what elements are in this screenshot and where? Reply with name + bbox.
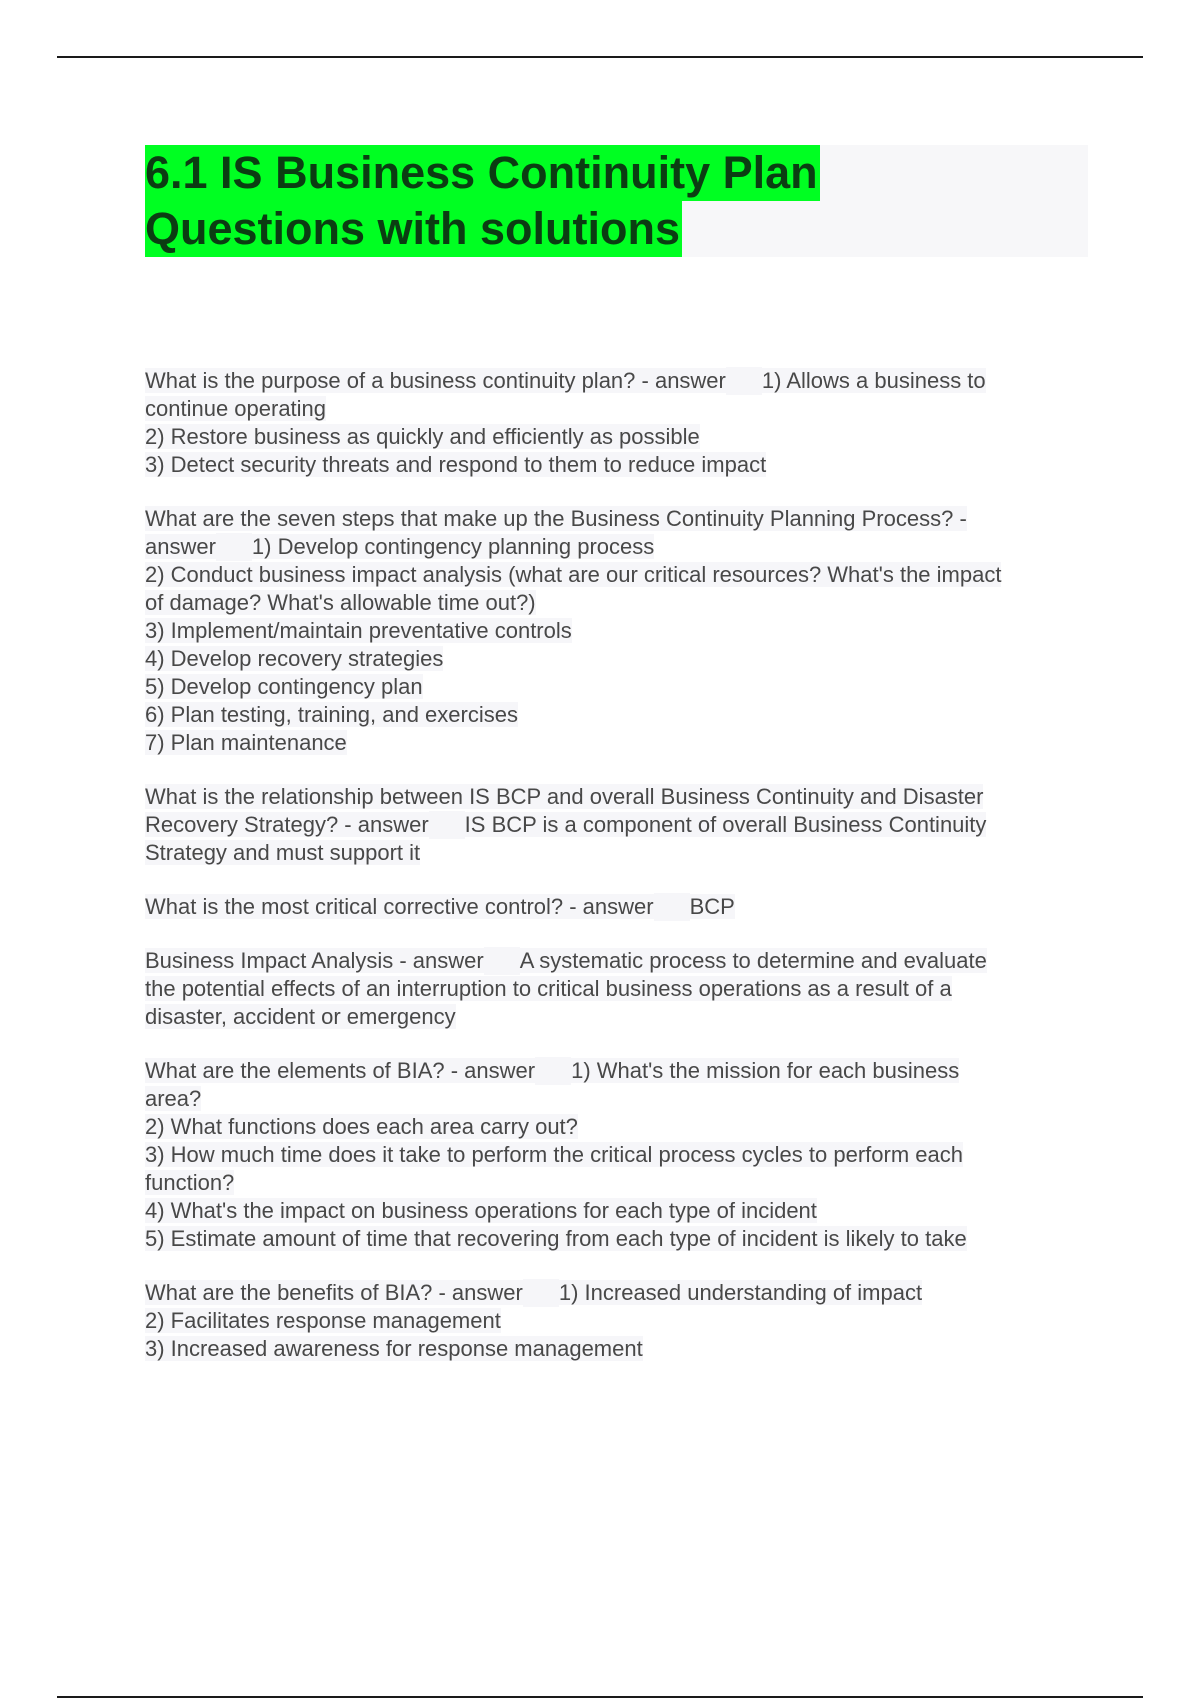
qa-text: continue operating — [145, 396, 327, 421]
qa-text: What are the benefits of BIA? - answer — [145, 1280, 523, 1305]
answer-text: IS BCP is a component of overall Business Continuity — [464, 812, 987, 837]
answer-gap — [535, 1057, 571, 1085]
answer-gap — [429, 811, 465, 839]
qa-line — [145, 589, 1090, 617]
qa-line — [145, 839, 1090, 867]
qa-list — [145, 367, 1090, 1389]
qa-line — [145, 617, 1090, 645]
qa-item — [145, 505, 1090, 757]
qa-line — [145, 367, 1090, 395]
qa-text: Recovery Strategy? - answer — [145, 812, 429, 837]
header-rule — [57, 56, 1143, 58]
qa-text: What are the seven steps that make up the Business Continuity Planning Process? - — [145, 506, 967, 531]
qa-line — [145, 395, 1090, 423]
qa-line — [145, 561, 1090, 589]
answer-gap — [654, 893, 690, 921]
qa-item — [145, 1057, 1090, 1253]
qa-line — [145, 1197, 1090, 1225]
qa-line — [145, 1169, 1090, 1197]
qa-text: 3) Increased awareness for response management — [145, 1336, 643, 1361]
qa-line — [145, 505, 1090, 533]
qa-text: 2) What functions does each area carry out? — [145, 1114, 578, 1139]
qa-text: 4) What's the impact on business operations for each type of incident — [145, 1198, 817, 1223]
answer-text: 1) Develop contingency planning process — [251, 534, 655, 559]
answer-text: BCP — [689, 894, 735, 919]
qa-line — [145, 893, 1090, 921]
qa-text: 3) How much time does it take to perform the critical process cycles to perform each — [145, 1142, 963, 1167]
answer-gap — [726, 367, 762, 395]
qa-text: area? — [145, 1086, 202, 1111]
qa-item — [145, 893, 1090, 921]
qa-line — [145, 1335, 1090, 1363]
qa-text: 2) Facilitates response management — [145, 1308, 501, 1333]
qa-line — [145, 423, 1090, 451]
title-line-2: Questions with solutions — [145, 201, 682, 257]
qa-line — [145, 1085, 1090, 1113]
qa-item — [145, 783, 1090, 867]
qa-text: Business Impact Analysis - answer — [145, 948, 484, 973]
answer-gap — [216, 533, 252, 561]
qa-line — [145, 1113, 1090, 1141]
answer-gap — [484, 947, 520, 975]
qa-line — [145, 947, 1090, 975]
qa-line — [145, 1279, 1090, 1307]
qa-line — [145, 701, 1090, 729]
qa-text: 4) Develop recovery strategies — [145, 646, 444, 671]
qa-text: What is the purpose of a business continuity plan? - answer — [145, 368, 726, 393]
qa-line — [145, 673, 1090, 701]
qa-line — [145, 1225, 1090, 1253]
qa-text: What are the elements of BIA? - answer — [145, 1058, 536, 1083]
title-line-1: 6.1 IS Business Continuity Plan — [145, 145, 820, 201]
qa-line — [145, 729, 1090, 757]
qa-line — [145, 783, 1090, 811]
answer-text: 1) Increased understanding of impact — [558, 1280, 923, 1305]
qa-text: 5) Estimate amount of time that recovering from each type of incident is likely to take — [145, 1226, 967, 1251]
qa-line — [145, 811, 1090, 839]
qa-text: 3) Implement/maintain preventative controls — [145, 618, 572, 643]
qa-text: What is the relationship between IS BCP and overall Business Continuity and Disaster — [145, 784, 984, 809]
footer-rule — [57, 1696, 1143, 1698]
qa-text: function? — [145, 1170, 235, 1195]
qa-line — [145, 1141, 1090, 1169]
qa-text: disaster, accident or emergency — [145, 1004, 456, 1029]
qa-text: answer — [145, 534, 216, 559]
answer-text: A systematic process to determine and evaluate — [519, 948, 987, 973]
qa-text: 2) Conduct business impact analysis (what are our critical resources? What's the impact — [145, 562, 1002, 587]
qa-text: 7) Plan maintenance — [145, 730, 347, 755]
qa-text: the potential effects of an interruption to critical business operations as a result of a — [145, 976, 952, 1001]
qa-line — [145, 1003, 1090, 1031]
qa-text: of damage? What's allowable time out?) — [145, 590, 536, 615]
answer-gap — [523, 1279, 559, 1307]
qa-line — [145, 1057, 1090, 1085]
qa-line — [145, 975, 1090, 1003]
qa-item — [145, 367, 1090, 479]
document-title — [145, 145, 1088, 257]
qa-item — [145, 947, 1090, 1031]
qa-line — [145, 533, 1090, 561]
qa-line — [145, 451, 1090, 479]
qa-line — [145, 645, 1090, 673]
qa-line — [145, 1307, 1090, 1335]
answer-text: 1) Allows a business to — [761, 368, 986, 393]
qa-text: 5) Develop contingency plan — [145, 674, 423, 699]
answer-text: 1) What's the mission for each business — [571, 1058, 960, 1083]
qa-text: 3) Detect security threats and respond to them to reduce impact — [145, 452, 767, 477]
qa-text: What is the most critical corrective control? - answer — [145, 894, 654, 919]
qa-item — [145, 1279, 1090, 1363]
qa-text: 6) Plan testing, training, and exercises — [145, 702, 518, 727]
qa-text: 2) Restore business as quickly and efficiently as possible — [145, 424, 700, 449]
qa-text: Strategy and must support it — [145, 840, 421, 865]
